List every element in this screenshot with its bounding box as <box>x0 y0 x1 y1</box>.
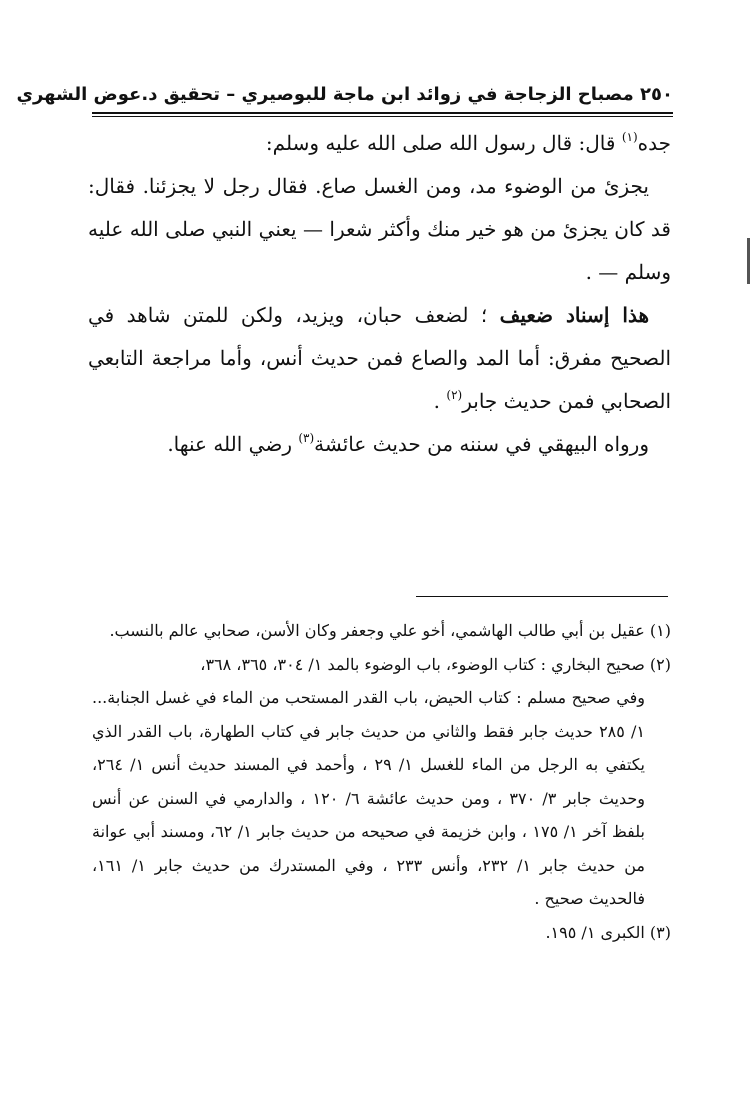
footnote-2: (٢) صحيح البخاري : كتاب الوضوء، باب الوضوء بالمد ١/ ٣٠٤، ٣٦٥، ٣٦٨، <box>200 654 671 674</box>
scan-edge-mark <box>747 238 750 284</box>
footnote-separator <box>416 596 668 597</box>
text-run: . <box>433 389 447 413</box>
footnote-1: (١) عقيل بن أبي طالب الهاشمي، أخو علي وجعفر وكان الأسن، صحابي عالم بالنسب. <box>109 621 671 640</box>
grading-bold: هذا إسناد ضعيف <box>499 303 649 327</box>
text-run: قال: قال رسول الله صلى الله عليه وسلم: <box>265 131 622 155</box>
paragraph-3 <box>88 294 671 423</box>
main-text <box>88 122 671 466</box>
footnote-2-continuation: وفي صحيح مسلم : كتاب الحيض، باب القدر المستحب من الماء في غسل الجنابة... ١/ ٢٨٥ حديث جابر فقط والثاني من حديث جابر في كتاب الطهارة، باب القدر الذي يكتفي به الرجل من الماء للغسل ١/ ٢٩ ، وأحمد في المسند حديث أنس ١/ ٢٦٤، وحديث جابر ٣/ ٣٧٠ ، ومن حديث عائشة ٦/ ١٢٠ ، والدارمي في السنن عن أنس بلفظ آخر ١/ ١٧٥ ، وابن خزيمة في صحيحه من حديث جابر ١/ ٦٢، ومسند أبي عوانة من حديث جابر ١/ ٢٣٢، وأنس ٢٣٣ ، وفي المستدرك من حديث جابر ١/ ١٦١، فالحديث صحيح . <box>92 688 646 908</box>
footnote-3: (٣) الكبرى ١/ ١٩٥. <box>545 922 671 942</box>
footnote-ref-1[interactable]: (١) <box>621 130 638 144</box>
header-rule <box>92 112 673 114</box>
text-run: ؛ لضعف حبان، ويزيد، ولكن للمتن شاهد في الصحيح مفرق: أما المد والصاع فمن حديث أنس، وأما مراجعة التابعي الصحابي فمن حديث جابر <box>88 303 671 413</box>
text-run: ورواه البيهقي في سننه من حديث عائشة <box>314 432 649 456</box>
text-run: جده <box>637 131 671 155</box>
text-run: رضي الله عنها. <box>167 432 299 456</box>
running-header: ٢٥٠ مصباح الزجاجة في زوائد ابن ماجة للبوصيري – تحقيق د.عوض الشهري <box>16 84 673 105</box>
footnote-ref-3[interactable]: (٣) <box>298 431 315 445</box>
footnote-ref-2[interactable]: (٢) <box>446 388 463 402</box>
paragraph-1 <box>88 122 671 165</box>
header-subrule <box>92 116 673 117</box>
footnotes <box>92 614 671 949</box>
paragraph-2: يجزئ من الوضوء مد، ومن الغسل صاع. فقال رجل لا يجزئنا. فقال: قد كان يجزئ من هو خير منك وأكثر شعرا — يعني النبي صلى الله عليه وسلم — . <box>88 174 671 284</box>
paragraph-4 <box>88 423 671 466</box>
